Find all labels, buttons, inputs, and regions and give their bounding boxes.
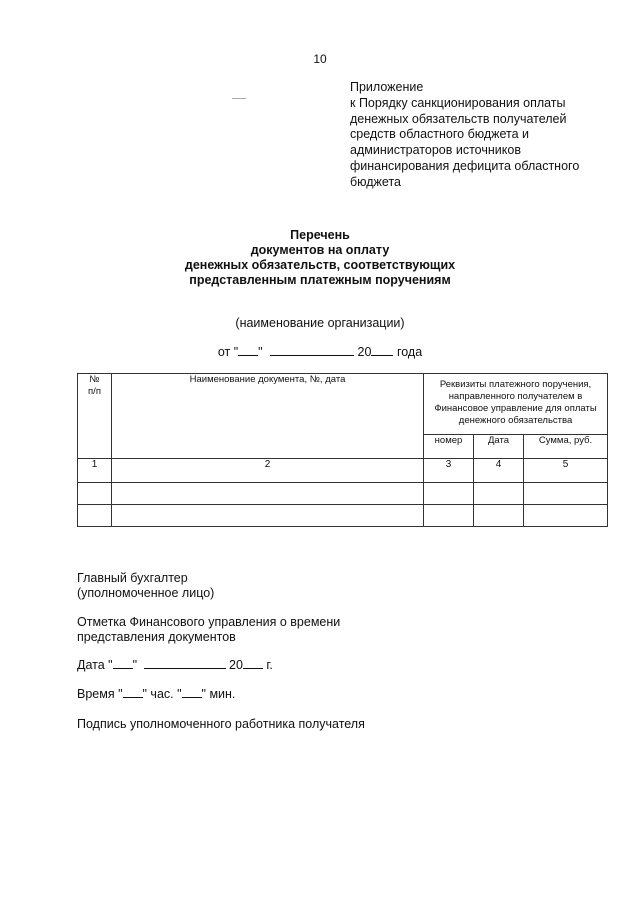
table-cell[interactable] <box>78 483 112 505</box>
date-prefix: от " <box>217 345 239 359</box>
title-line: денежных обязательств, соответствующих <box>184 258 456 272</box>
table-cell[interactable] <box>112 505 424 527</box>
recipient-signature-label: Подпись уполномоченного работника получателя <box>77 717 365 731</box>
document-title <box>0 228 640 288</box>
hours-blank[interactable] <box>123 696 143 698</box>
mark-day-blank[interactable] <box>113 667 133 669</box>
mark-date-line <box>77 658 273 673</box>
finance-mark-line: Отметка Финансового управления о времени <box>77 615 341 629</box>
table-cell[interactable] <box>424 483 474 505</box>
faint-mark <box>232 98 246 99</box>
mark-month-blank[interactable] <box>144 667 226 669</box>
col-number: 3 <box>424 459 474 483</box>
page-number: 10 <box>313 52 327 66</box>
year-blank <box>371 354 393 356</box>
appendix-block <box>350 80 579 191</box>
header-num: № п/п <box>78 374 112 459</box>
table-numbering-row <box>78 459 608 483</box>
documents-table <box>77 373 608 527</box>
table-cell[interactable] <box>474 483 524 505</box>
appendix-line: средств областного бюджета и <box>350 127 530 142</box>
appendix-line: к Порядку санкционирования оплаты <box>350 95 566 110</box>
time-hours-label: " час. " <box>142 687 182 701</box>
mark-year-blank[interactable] <box>243 667 263 669</box>
accountant-subtitle: (уполномоченное лицо) <box>77 586 215 600</box>
subheader-sum: Сумма, руб. <box>524 435 608 459</box>
appendix-line: администраторов источников <box>350 143 521 158</box>
finance-mark-line: представления документов <box>77 630 236 644</box>
table-cell[interactable] <box>424 505 474 527</box>
table-header-row <box>78 374 608 435</box>
document-date-line <box>0 345 640 359</box>
time-minutes-label: " мин. <box>201 687 236 701</box>
header-doc-name: Наименование документа, №, дата <box>112 374 424 459</box>
year-prefix: 20 <box>357 345 372 359</box>
accountant-block <box>77 571 214 601</box>
appendix-line: финансирования дефицита областного <box>350 158 580 173</box>
title-line: Перечень <box>290 228 350 242</box>
minutes-blank[interactable] <box>182 696 202 698</box>
header-requisites: Реквизиты платежного поручения, направленного получателем в Финансовое управление для оплаты денежного обязательства <box>424 374 608 435</box>
table-row <box>78 483 608 505</box>
title-line: документов на оплату <box>250 243 390 257</box>
organization-name-caption: (наименование организации) <box>235 316 405 330</box>
table-cell[interactable] <box>524 505 608 527</box>
mark-date-label: Дата " <box>77 658 113 672</box>
table-cell[interactable] <box>524 483 608 505</box>
table-row <box>78 505 608 527</box>
col-number: 4 <box>474 459 524 483</box>
month-blank <box>270 354 354 356</box>
mark-date-suffix: г. <box>266 658 273 672</box>
mark-year-prefix: 20 <box>229 658 243 672</box>
mark-time-line <box>77 687 235 702</box>
time-label: Время " <box>77 687 123 701</box>
subheader-date: Дата <box>474 435 524 459</box>
col-number: 2 <box>112 459 424 483</box>
date-quote-close: " <box>258 345 263 359</box>
table-cell[interactable] <box>78 505 112 527</box>
day-blank <box>238 354 258 356</box>
table-cell[interactable] <box>112 483 424 505</box>
mark-date-quote: " <box>132 658 138 672</box>
finance-mark-block <box>77 615 340 645</box>
accountant-title: Главный бухгалтер <box>77 571 188 585</box>
subheader-number: номер <box>424 435 474 459</box>
date-suffix: года <box>396 345 423 359</box>
appendix-line: денежных обязательств получателей <box>350 111 567 126</box>
col-number: 5 <box>524 459 608 483</box>
table-cell[interactable] <box>474 505 524 527</box>
title-line: представленным платежным поручениям <box>189 273 451 287</box>
appendix-line: бюджета <box>350 174 401 189</box>
col-number: 1 <box>78 459 112 483</box>
appendix-line: Приложение <box>350 80 424 94</box>
